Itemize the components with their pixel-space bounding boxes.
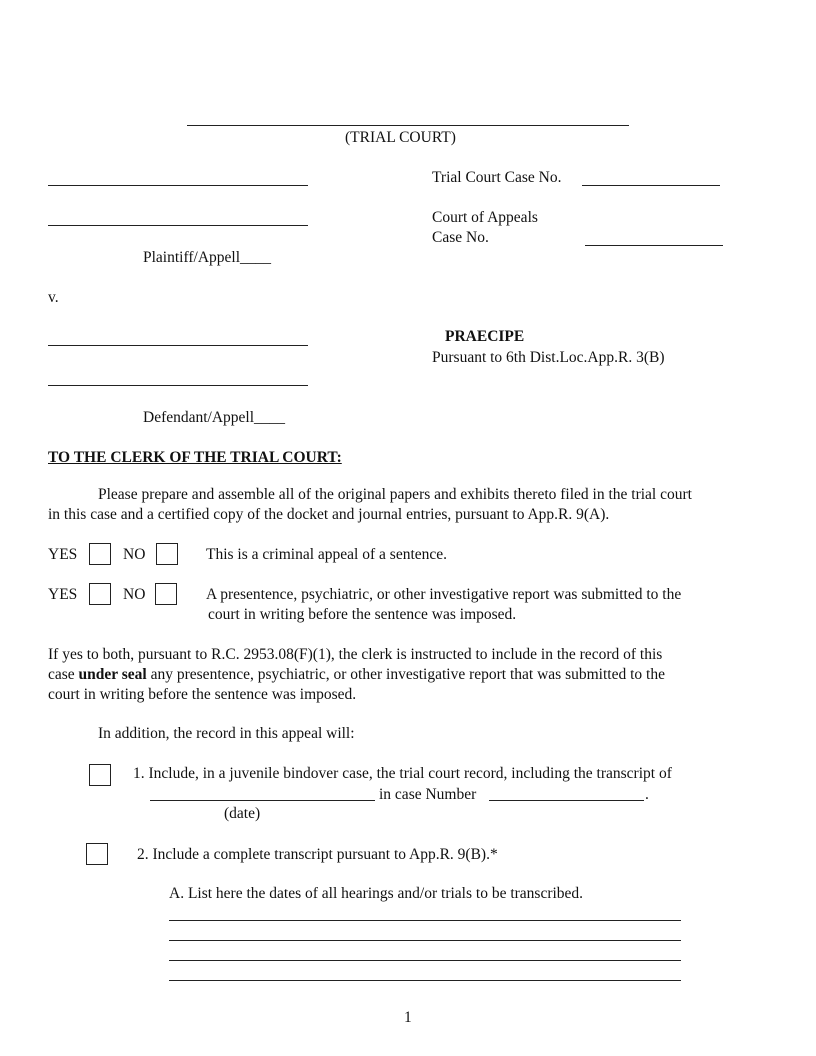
coa-case-no-line[interactable] — [585, 245, 723, 246]
q2-yes-label: YES — [48, 586, 78, 603]
item1-case-number-line[interactable] — [489, 800, 644, 801]
trial-case-no-line[interactable] — [582, 185, 720, 186]
item2-text: 2. Include a complete transcript pursuant to App.R. 9(B).* — [137, 846, 498, 863]
plaintiff-name-line-1[interactable] — [48, 185, 308, 186]
hearing-dates-line-4[interactable] — [169, 980, 681, 981]
praecipe-title: PRAECIPE — [445, 328, 525, 345]
addition-text: In addition, the record in this appeal will: — [98, 725, 355, 742]
seal-line-3: court in writing before the sentence was imposed. — [48, 686, 357, 703]
q2-text-line-2: court in writing before the sentence was imposed. — [208, 606, 517, 623]
q2-no-label: NO — [123, 586, 146, 603]
q2-text-line-1: A presentence, psychiatric, or other investigative report was submitted to the — [206, 586, 682, 603]
item1-checkbox[interactable] — [89, 764, 111, 786]
page-number: 1 — [404, 1009, 412, 1026]
item1-in-case-label: in case Number — [379, 786, 477, 803]
plaintiff-label: Plaintiff/Appell____ — [143, 249, 272, 266]
clerk-heading: TO THE CLERK OF THE TRIAL COURT: — [48, 449, 342, 466]
versus-label: v. — [48, 289, 59, 306]
q1-no-checkbox[interactable] — [156, 543, 178, 565]
q1-yes-checkbox[interactable] — [89, 543, 111, 565]
intro-line-1: Please prepare and assemble all of the original papers and exhibits thereto filed in the trial court — [98, 486, 692, 503]
hearing-dates-line-2[interactable] — [169, 940, 681, 941]
defendant-label: Defendant/Appell____ — [143, 409, 286, 426]
seal-line-2-post: any presentence, psychiatric, or other investigative report that was submitted to the — [150, 666, 665, 683]
q1-yes-label: YES — [48, 546, 78, 563]
item1-text-line-1: 1. Include, in a juvenile bindover case, the trial court record, including the transcript of — [133, 765, 672, 782]
item1-period: . — [645, 786, 649, 803]
defendant-name-line-1[interactable] — [48, 345, 308, 346]
seal-line-2-pre: case — [48, 666, 75, 683]
item1-date-label: (date) — [224, 805, 261, 822]
q2-no-checkbox[interactable] — [155, 583, 177, 605]
intro-line-2: in this case and a certified copy of the docket and journal entries, pursuant to App.R. 9(A). — [48, 506, 610, 523]
hearing-dates-line-3[interactable] — [169, 960, 681, 961]
hearing-dates-line-1[interactable] — [169, 920, 681, 921]
trial-court-label: (TRIAL COURT) — [345, 129, 456, 146]
item2-checkbox[interactable] — [86, 843, 108, 865]
under-seal-text: under seal — [78, 666, 147, 683]
defendant-name-line-2[interactable] — [48, 385, 308, 386]
seal-line-2 — [48, 665, 665, 685]
item2a-text: A. List here the dates of all hearings and/or trials to be transcribed. — [169, 885, 584, 902]
trial-case-no-label: Trial Court Case No. — [432, 169, 562, 186]
item1-date-line[interactable] — [150, 800, 375, 801]
q1-text: This is a criminal appeal of a sentence. — [206, 546, 448, 563]
seal-line-1: If yes to both, pursuant to R.C. 2953.08(F)(1), the clerk is instructed to include in the record of this — [48, 646, 663, 663]
trial-court-name-line[interactable] — [187, 125, 629, 126]
plaintiff-name-line-2[interactable] — [48, 225, 308, 226]
q1-no-label: NO — [123, 546, 146, 563]
coa-label-line1: Court of Appeals — [432, 209, 538, 226]
q2-yes-checkbox[interactable] — [89, 583, 111, 605]
coa-label-line2: Case No. — [432, 229, 489, 246]
praecipe-subtitle: Pursuant to 6th Dist.Loc.App.R. 3(B) — [432, 349, 665, 366]
